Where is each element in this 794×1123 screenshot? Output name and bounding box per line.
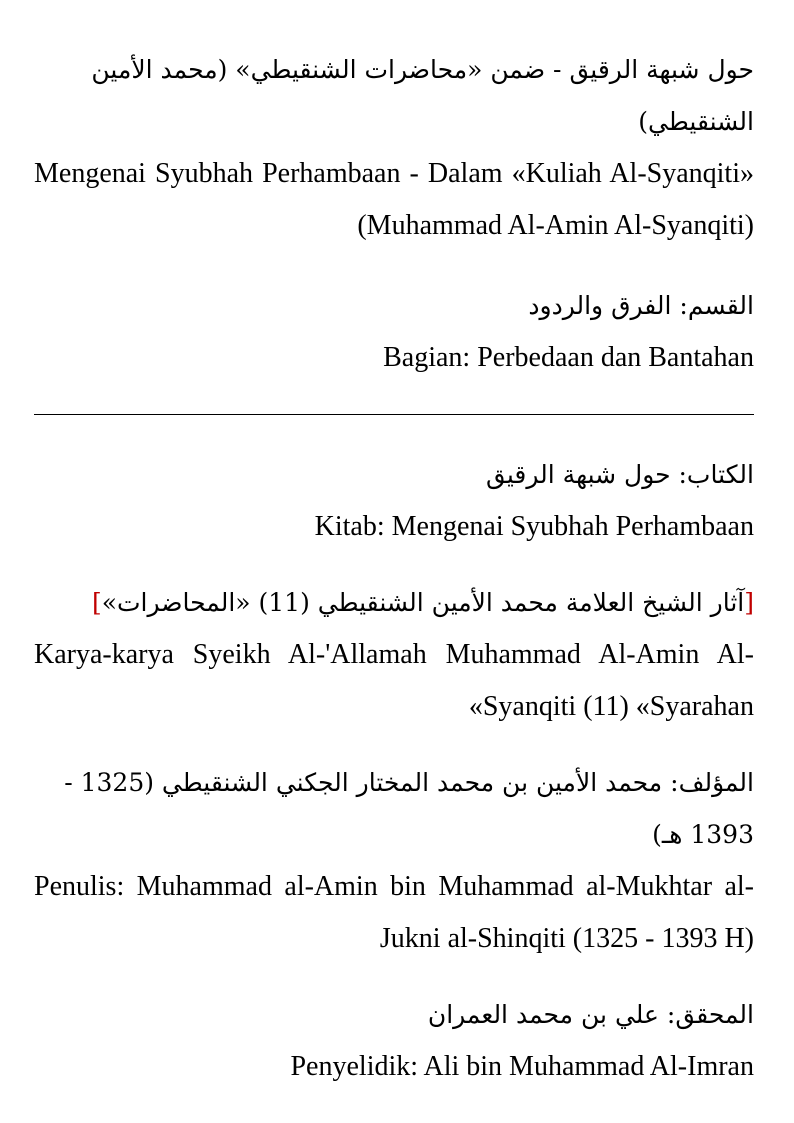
book-arabic: الكتاب: حول شبهة الرقيق [486,460,754,489]
editor-arabic: المحقق: علي بن محمد العمران [427,1000,754,1029]
divider [34,414,754,415]
document-page [34,44,754,1093]
section-arabic: القسم: الفرق والردود [528,291,754,320]
series-indonesian: Karya-karya Syeikh Al-'Allamah Muhammad Al-Amin Al-Syanqiti (11) «Syarahan» [34,639,754,722]
series-arabic-text: آثار الشيخ العلامة محمد الأمين الشنقيطي (11) «المحاضرات» [101,588,745,617]
editor-indonesian: Penyelidik: Ali bin Muhammad Al-Imran [290,1051,754,1082]
section-indonesian: Bagian: Perbedaan dan Bantahan [383,342,754,373]
title-arabic: حول شبهة الرقيق - ضمن «محاضرات الشنقيطي» (محمد الأمين الشنقيطي) [91,55,754,136]
book-indonesian: Kitab: Mengenai Syubhah Perhambaan [314,511,754,542]
title-indonesian: Mengenai Syubhah Perhambaan - Dalam «Kuliah Al-Syanqiti» (Muhammad Al-Amin Al-Syanqiti) [34,158,754,241]
series-close-bracket: ] [91,588,102,617]
author-indonesian: Penulis: Muhammad al-Amin bin Muhammad al-Mukhtar al-Jukni al-Shinqiti (1325 - 1393 H) [34,871,754,954]
author-arabic: المؤلف: محمد الأمين بن محمد المختار الجكني الشنقيطي (1325 - 1393 هـ) [64,768,754,849]
series-open-bracket: [ [744,588,754,617]
series-arabic [34,577,754,629]
